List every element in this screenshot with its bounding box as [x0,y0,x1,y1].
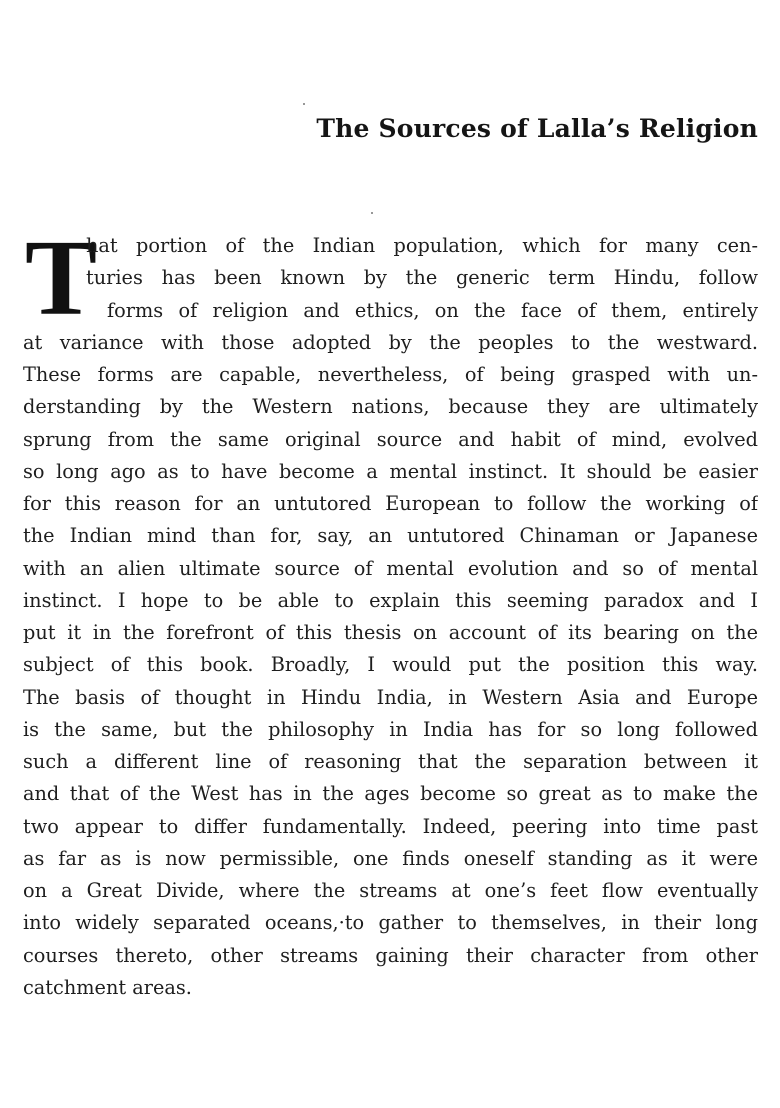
paragraph-line: put it in the forefront of this thesis on account of its bearing on the [23,621,758,644]
paragraph-line: forms of religion and ethics, on the face of them, entirely [107,298,758,322]
paragraph-line: subject of this book. Broadly, I would put the position this way. [23,653,758,677]
paragraph-line: as far as is now permissible, one finds oneself standing as it were [23,846,758,870]
paragraph-line: instinct. I hope to be able to explain this seeming paradox and I [23,588,758,612]
paragraph-line: at variance with those adopted by the peoples to the westward. [23,330,758,354]
paragraph-line: two appear to differ fundamentally. Indeed, peering into time past [23,814,758,838]
paragraph-line: derstanding by the Western nations, because they are ultimately [23,395,758,419]
paragraph-line: catchment areas. [23,975,192,999]
paragraph-line: These forms are capable, nevertheless, of being grasped with un- [23,363,758,386]
paragraph-line: is the same, but the philosophy in India has for so long followed [23,717,758,741]
paragraph-line: so long ago as to have become a mental instinct. It should be easier [23,459,758,483]
body-paragraph [23,219,758,1004]
paragraph-line: sprung from the same original source and habit of mind, evolved [23,427,758,451]
paragraph-line: turies has been known by the generic term Hindu, follow [86,266,758,290]
paragraph-line: on a Great Divide, where the streams at one’s feet flow eventually [23,879,758,902]
chapter-title: The Sources of Lalla’s Religion [316,114,758,143]
paragraph-line: The basis of thought in Hindu India, in Western Asia and Europe [23,685,758,709]
drop-cap-letter: T [24,219,98,338]
print-speck [371,212,373,214]
paragraph-line: the Indian mind than for, say, an untutored Chinaman or Japanese [23,524,758,548]
paragraph-line: and that of the West has in the ages become so great as to make the [23,782,758,806]
paragraph-line: such a different line of reasoning that the separation between it [23,750,758,773]
paragraph-line: for this reason for an untutored European to follow the working of [23,492,758,515]
paragraph-line: with an alien ultimate source of mental evolution and so of mental [23,556,758,580]
paragraph-line: courses thereto, other streams gaining their character from other [23,943,758,967]
paragraph-line: into widely separated oceans,·to gather to themselves, in their long [23,911,758,935]
print-speck [303,103,305,105]
paragraph-line: hat portion of the Indian population, which for many cen- [86,234,758,257]
